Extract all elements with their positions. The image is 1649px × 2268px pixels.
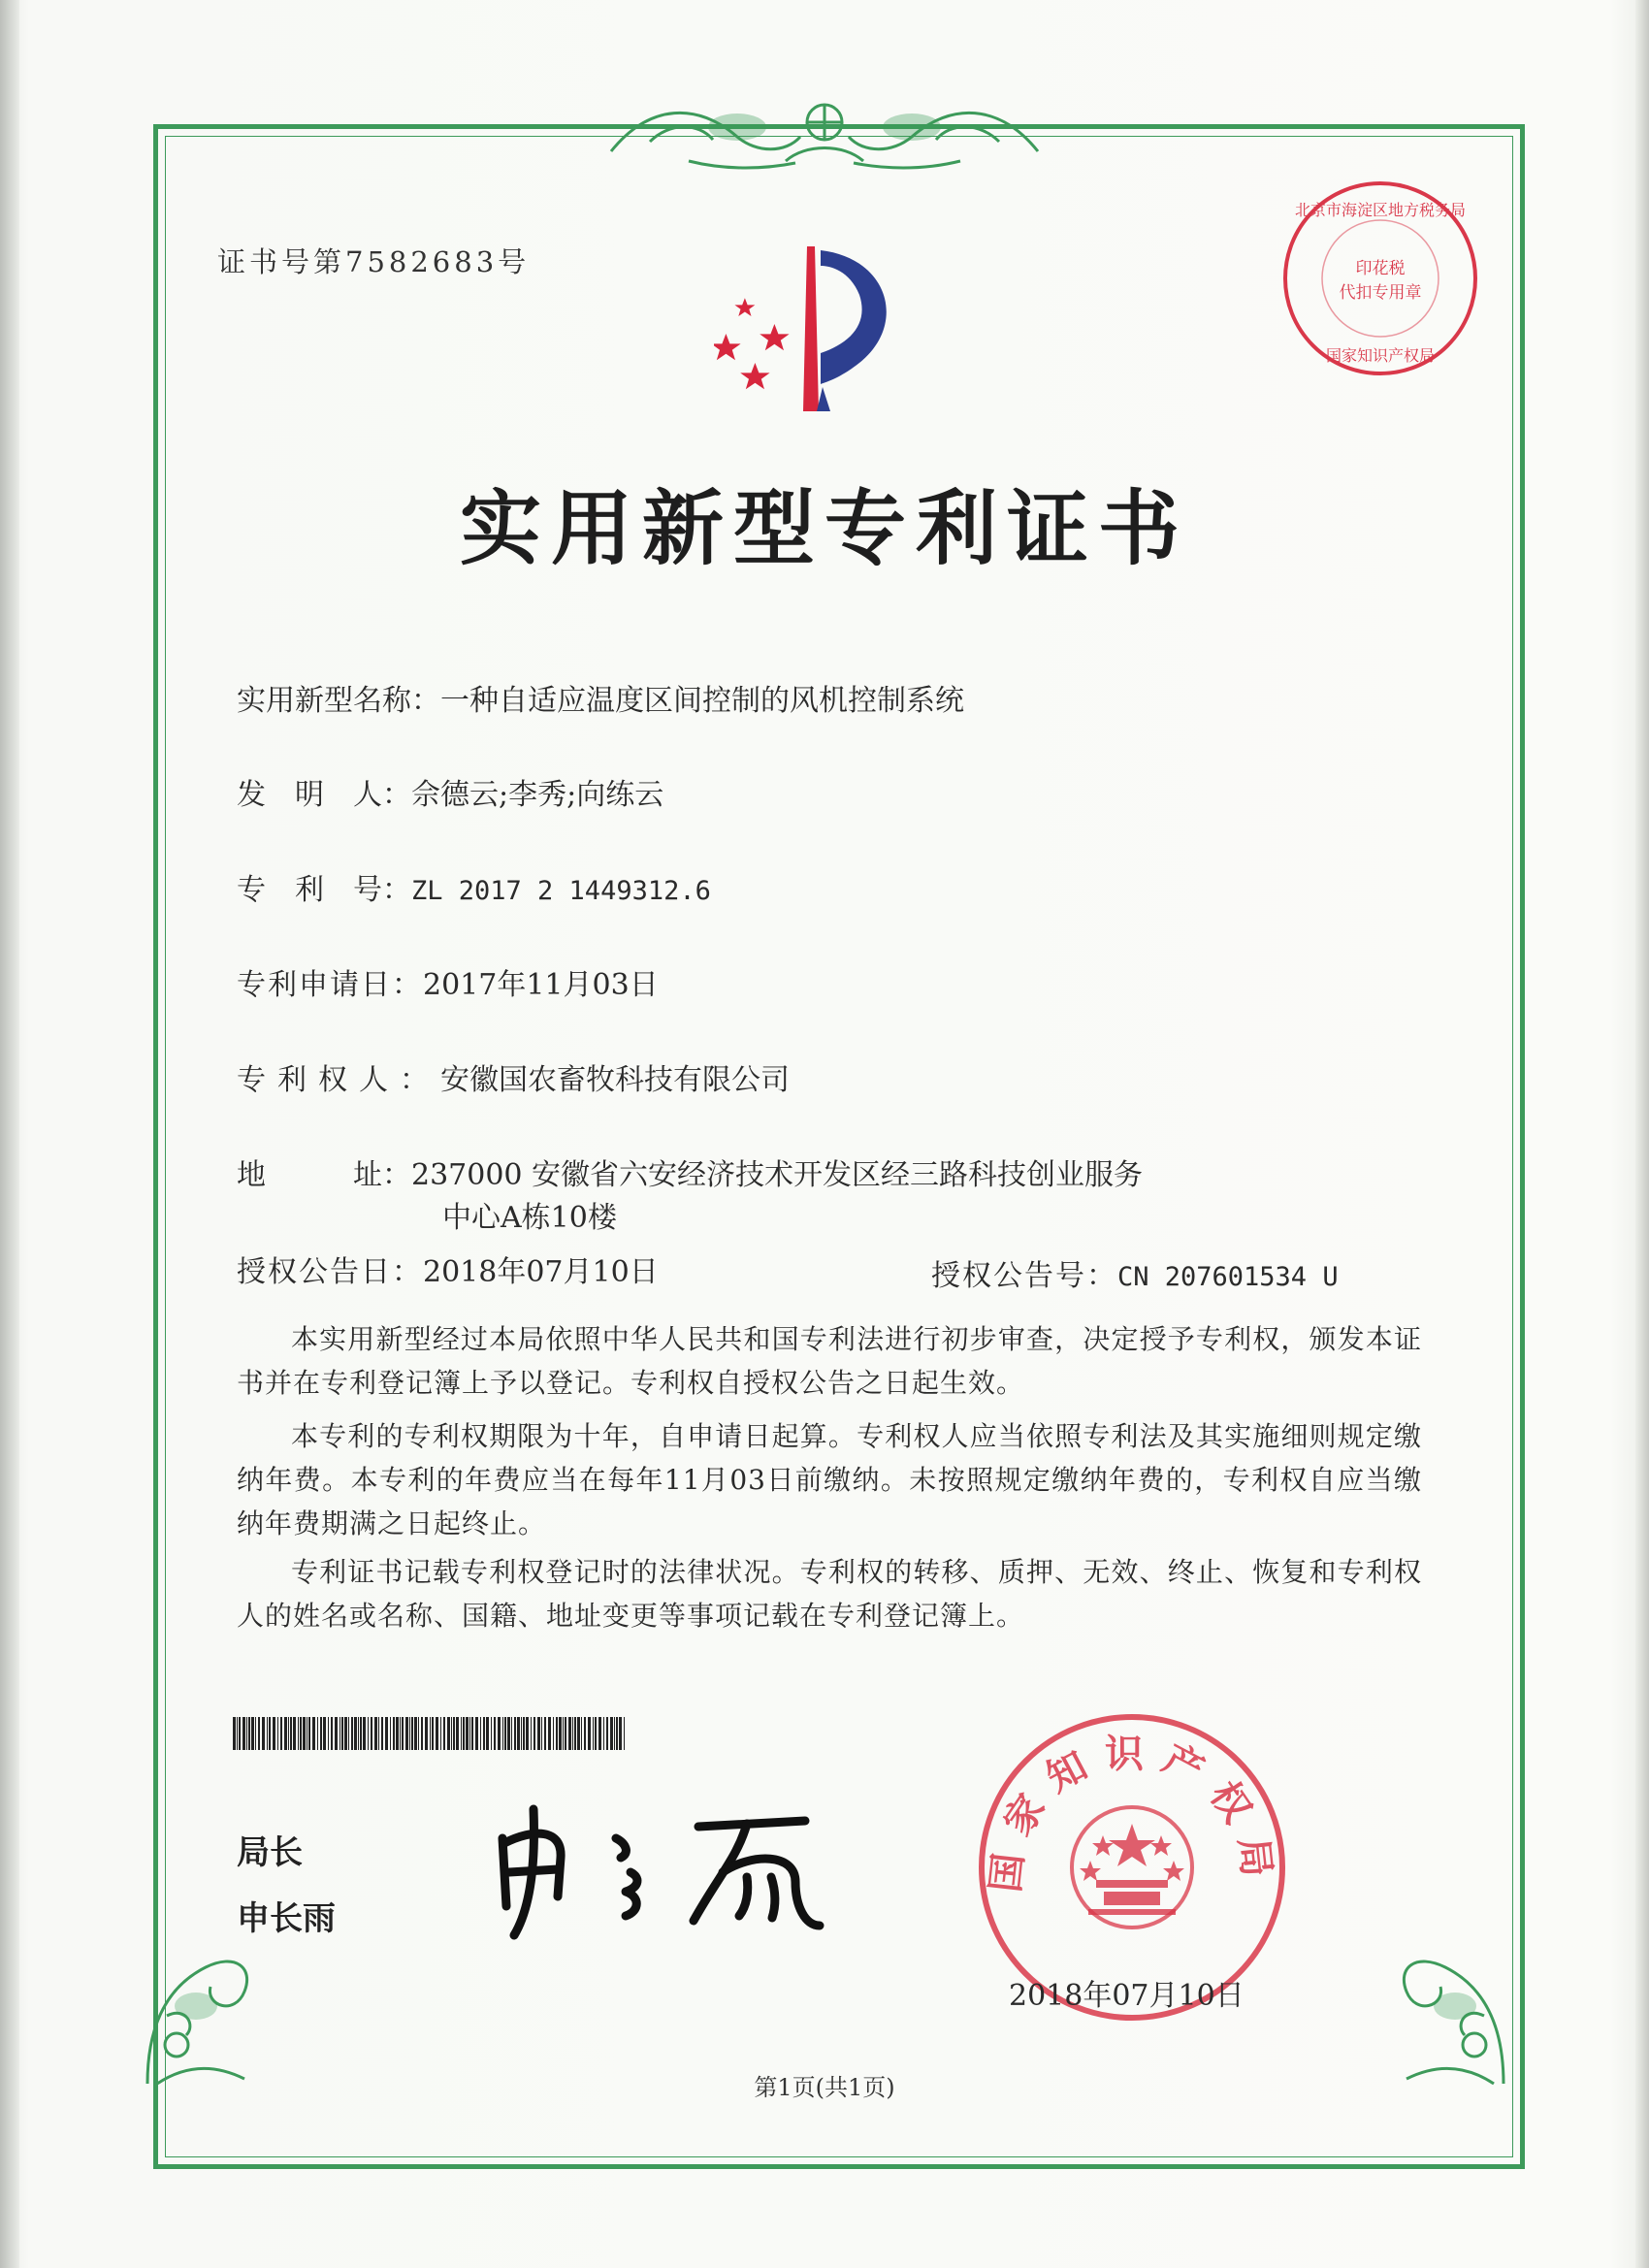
barcode-bar: [494, 1717, 496, 1750]
barcode-bar: [267, 1717, 268, 1750]
corner-ornament-bottom-right: [1358, 1899, 1523, 2093]
barcode-bar: [517, 1717, 520, 1750]
barcode-bar: [593, 1717, 594, 1750]
barcode-bar: [531, 1717, 532, 1750]
field-patent-number: [237, 865, 711, 908]
barcode-bar: [480, 1717, 481, 1750]
barcode-bar: [521, 1717, 522, 1750]
barcode-bar: [290, 1717, 292, 1750]
barcode-bar: [544, 1717, 546, 1750]
barcode-bar: [308, 1717, 310, 1750]
top-ornament: [592, 83, 1057, 177]
barcode-bar: [233, 1717, 236, 1750]
field-filing-date: [237, 960, 659, 1003]
barcode-bar: [293, 1717, 296, 1750]
barcode-bar: [514, 1717, 516, 1750]
barcode-bar: [511, 1717, 512, 1750]
barcode-bar: [436, 1717, 438, 1750]
barcode-bar: [556, 1717, 558, 1750]
barcode-bar: [451, 1717, 452, 1750]
statement-paragraph: 专利证书记载专利权登记时的法律状况。专利权的转移、质押、无效、终止、恢复和专利权人的姓名或名称、国籍、地址变更等事项记载在专利登记簿上。: [237, 1556, 1422, 1632]
barcode-bar: [351, 1717, 353, 1750]
barcode: [233, 1717, 630, 1754]
tax-stamp-seal: [1278, 177, 1482, 384]
barcode-bar: [486, 1717, 489, 1750]
barcode-bar: [616, 1717, 618, 1750]
barcode-bar: [288, 1717, 289, 1750]
barcode-bar: [430, 1717, 431, 1750]
page-number: 第1页(共1页): [754, 2074, 895, 2101]
barcode-bar: [358, 1717, 359, 1750]
barcode-bar: [572, 1717, 573, 1750]
svg-text:北京市海淀区地方税务局: 北京市海淀区地方税务局: [1294, 201, 1467, 219]
barcode-bar: [385, 1717, 388, 1750]
barcode-bar: [303, 1717, 306, 1750]
barcode-bar: [574, 1717, 576, 1750]
barcode-bar: [610, 1717, 613, 1750]
svg-text:代扣专用章: 代扣专用章: [1339, 283, 1422, 303]
field-inventor: [237, 770, 663, 813]
barcode-bar: [443, 1717, 445, 1750]
barcode-bar: [447, 1717, 450, 1750]
barcode-bar: [341, 1717, 343, 1750]
border-frame-inner: [165, 136, 1513, 2157]
barcode-bar: [262, 1717, 265, 1750]
barcode-bar: [312, 1717, 315, 1750]
barcode-bar: [469, 1717, 470, 1750]
barcode-bar: [541, 1717, 542, 1750]
field-address: [237, 1150, 1143, 1193]
barcode-bar: [440, 1717, 441, 1750]
field-patentee: [237, 1055, 790, 1098]
barcode-bar: [284, 1717, 287, 1750]
barcode-bar: [456, 1717, 459, 1750]
barcode-bar: [237, 1717, 238, 1750]
barcode-bar: [280, 1717, 282, 1750]
barcode-bar: [606, 1717, 608, 1750]
field-label: 专利权人：: [237, 1063, 440, 1097]
field-grant-date: [237, 1247, 659, 1290]
page-title: 实用新型专利证书: [459, 480, 1189, 576]
barcode-bar: [584, 1717, 586, 1750]
seal-date: 2018年07月10日: [1009, 1979, 1245, 2013]
barcode-bar: [400, 1717, 401, 1750]
director-title: 局长: [237, 1833, 303, 1872]
barcode-bar: [239, 1717, 241, 1750]
field-value: 一种自适应温度区间控制的风机控制系统: [440, 684, 964, 718]
barcode-bar: [354, 1717, 357, 1750]
barcode-bar: [603, 1717, 604, 1750]
field-value: 2017年11月03日: [423, 968, 659, 1002]
barcode-bar: [368, 1717, 369, 1750]
svg-text:国家知识产权局: 国家知识产权局: [1325, 346, 1436, 365]
field-value: 佘德云;李秀;向练云: [411, 778, 664, 812]
patent-office-emblem-icon: [714, 237, 927, 435]
barcode-bar: [588, 1717, 591, 1750]
barcode-bar: [624, 1717, 625, 1750]
scan-edge-left: [0, 0, 19, 2268]
barcode-bar: [344, 1717, 347, 1750]
barcode-bar: [577, 1717, 580, 1750]
barcode-bar: [421, 1717, 423, 1750]
barcode-bar: [598, 1717, 601, 1750]
barcode-bar: [418, 1717, 419, 1750]
barcode-bar: [414, 1717, 417, 1750]
barcode-bar: [258, 1717, 260, 1750]
barcode-bar: [568, 1717, 571, 1750]
statement-paragraph: 本实用新型经过本局依照中华人民共和国专利法进行初步审查，决定授予专利权，颁发本证书并在专利登记簿上予以登记。专利权自授权公告之日起生效。: [237, 1323, 1422, 1399]
barcode-bar: [425, 1717, 428, 1750]
field-label: 发 明 人：: [237, 778, 411, 812]
barcode-bar: [483, 1717, 485, 1750]
field-label: 地 址：: [237, 1158, 411, 1192]
barcode-bar: [559, 1717, 562, 1750]
barcode-bar: [466, 1717, 469, 1750]
barcode-bar: [409, 1717, 410, 1750]
statement-paragraph: 本专利的专利权期限为十年，自申请日起算。专利权人应当依照专利法及其实施细则规定缴纳年费。本专利的年费应当在每年11月03日前缴纳。未按照规定缴纳年费的，专利权自应当缴纳年费期满之日起终止。: [237, 1420, 1422, 1539]
barcode-bar: [534, 1717, 535, 1750]
barcode-bar: [461, 1717, 462, 1750]
barcode-bar: [393, 1717, 395, 1750]
field-value: 安徽国农畜牧科技有限公司: [440, 1063, 790, 1097]
barcode-bar: [526, 1717, 529, 1750]
barcode-bar: [348, 1717, 349, 1750]
barcode-bar: [504, 1717, 506, 1750]
barcode-bar: [553, 1717, 554, 1750]
barcode-bar: [255, 1717, 256, 1750]
barcode-bar: [360, 1717, 362, 1750]
barcode-bar: [402, 1717, 404, 1750]
svg-text:国家知识产权局: 国家知识产权局: [983, 1732, 1281, 1895]
barcode-bar: [317, 1717, 318, 1750]
barcode-bar: [411, 1717, 413, 1750]
barcode-bar: [390, 1717, 391, 1750]
barcode-bar: [563, 1717, 564, 1750]
barcode-bar: [273, 1717, 275, 1750]
barcode-bar: [432, 1717, 434, 1750]
scan-edge-right: [1635, 0, 1649, 2268]
barcode-bar: [523, 1717, 525, 1750]
barcode-bar: [498, 1717, 501, 1750]
barcode-bar: [619, 1717, 622, 1750]
barcode-bar: [242, 1717, 245, 1750]
barcode-bar: [328, 1717, 329, 1750]
barcode-bar: [378, 1717, 379, 1750]
field-grant-number: [931, 1251, 1339, 1294]
field-label: 授权公告日：: [237, 1255, 423, 1289]
field-utility-model-name: [237, 676, 964, 719]
barcode-bar: [581, 1717, 582, 1750]
barcode-bar: [502, 1717, 503, 1750]
field-address-line2: 中心A栋10楼: [442, 1201, 617, 1235]
director-signature: [485, 1799, 834, 1949]
barcode-bar: [548, 1717, 551, 1750]
barcode-bar: [565, 1717, 566, 1750]
barcode-bar: [614, 1717, 615, 1750]
barcode-bar: [298, 1717, 299, 1750]
barcode-bar: [246, 1717, 247, 1750]
barcode-bar: [248, 1717, 250, 1750]
barcode-bar: [300, 1717, 302, 1750]
field-value: ZL 2017 2 1449312.6: [411, 876, 711, 906]
barcode-bar: [371, 1717, 372, 1750]
barcode-bar: [381, 1717, 383, 1750]
barcode-bar: [323, 1717, 326, 1750]
barcode-bar: [335, 1717, 338, 1750]
barcode-bar: [507, 1717, 510, 1750]
barcode-bar: [595, 1717, 597, 1750]
director-name: 申长雨: [237, 1899, 336, 1938]
barcode-bar: [374, 1717, 377, 1750]
barcode-bar: [331, 1717, 333, 1750]
barcode-bar: [269, 1717, 271, 1750]
field-label: 专利申请日：: [237, 968, 423, 1002]
barcode-bar: [475, 1717, 478, 1750]
barcode-bar: [396, 1717, 399, 1750]
field-value: CN 207601534 U: [1117, 1262, 1339, 1292]
field-value: 237000 安徽省六安经济技术开发区经三路科技创业服务: [411, 1158, 1144, 1192]
barcode-bar: [363, 1717, 366, 1750]
barcode-bar: [405, 1717, 408, 1750]
certificate-number: 证书号第7582683号: [217, 245, 531, 278]
field-label: 授权公告号：: [931, 1259, 1117, 1293]
barcode-bar: [463, 1717, 465, 1750]
field-label: 专 利 号：: [237, 873, 411, 907]
barcode-bar: [251, 1717, 254, 1750]
field-value: 2018年07月10日: [423, 1255, 659, 1289]
barcode-bar: [453, 1717, 455, 1750]
barcode-bar: [320, 1717, 322, 1750]
barcode-bar: [537, 1717, 540, 1750]
barcode-bar: [277, 1717, 278, 1750]
svg-text:印花税: 印花税: [1355, 259, 1406, 278]
field-label: 实用新型名称：: [237, 684, 440, 718]
barcode-bar: [491, 1717, 492, 1750]
barcode-bar: [471, 1717, 473, 1750]
